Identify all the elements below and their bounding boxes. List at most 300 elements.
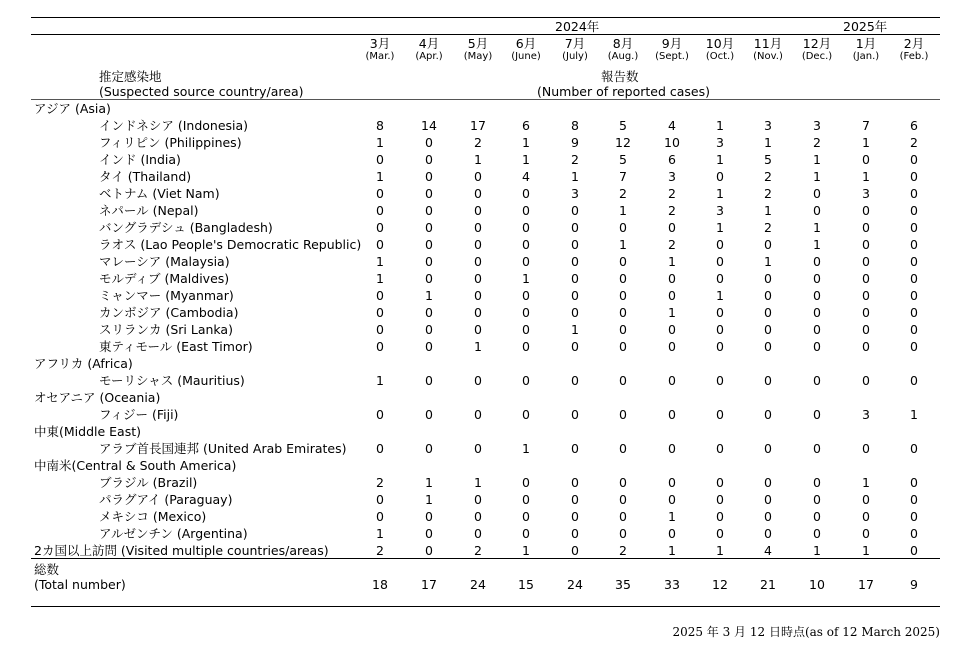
month-header-en: (Oct.): [705, 51, 735, 62]
month-header-jp: 7月: [564, 36, 586, 51]
case-count-cell: 0: [474, 203, 482, 218]
case-count-cell: 0: [716, 407, 724, 422]
country-label: カンボジア (Cambodia): [99, 305, 239, 320]
case-count-cell: 0: [425, 543, 433, 558]
case-count-cell: 8: [571, 118, 579, 133]
case-count-cell: 0: [668, 475, 676, 490]
month-header-en: (May): [463, 51, 493, 62]
country-row: [0, 117, 970, 134]
case-count-cell: 1: [716, 186, 724, 201]
case-count-cell: 0: [474, 509, 482, 524]
country-row: [0, 151, 970, 168]
month-header-jp: 9月: [661, 36, 683, 51]
case-count-cell: 9: [571, 135, 579, 150]
case-count-cell: 0: [474, 254, 482, 269]
case-count-cell: 1: [619, 237, 627, 252]
case-count-cell: 4: [522, 169, 530, 184]
country-label: インドネシア (Indonesia): [99, 118, 249, 133]
case-count-cell: 0: [813, 271, 821, 286]
case-count-cell: 0: [716, 237, 724, 252]
case-count-cell: 14: [421, 118, 437, 133]
case-count-cell: 6: [522, 118, 530, 133]
case-count-cell: 0: [474, 186, 482, 201]
case-count-cell: 0: [619, 220, 627, 235]
region-row: [0, 457, 970, 474]
source-label-jp: 推定感染地: [99, 69, 162, 84]
case-count-cell: 0: [716, 322, 724, 337]
month-header: [744, 36, 792, 63]
case-count-cell: 0: [764, 373, 772, 388]
case-count-cell: 0: [716, 441, 724, 456]
region-row: [0, 423, 970, 440]
case-count-cell: 0: [522, 237, 530, 252]
case-count-cell: 0: [764, 526, 772, 541]
case-count-cell: 0: [813, 305, 821, 320]
case-count-cell: 1: [425, 492, 433, 507]
case-count-cell: 1: [862, 135, 870, 150]
month-header-jp: 11月: [753, 36, 783, 51]
case-count-cell: 0: [425, 186, 433, 201]
case-count-cell: 0: [571, 475, 579, 490]
case-count-cell: 0: [376, 492, 384, 507]
case-count-cell: 1: [376, 271, 384, 286]
case-count-cell: 0: [425, 203, 433, 218]
case-count-cell: 0: [376, 305, 384, 320]
month-header-jp: 2月: [903, 36, 925, 51]
region-label: アジア (Asia): [34, 101, 111, 116]
case-count-cell: 1: [376, 135, 384, 150]
case-count-cell: 0: [474, 492, 482, 507]
case-count-cell: 0: [910, 339, 918, 354]
case-count-cell: 0: [910, 322, 918, 337]
case-count-cell: 0: [571, 305, 579, 320]
month-header-en: (Aug.): [607, 51, 639, 62]
country-row: [0, 321, 970, 338]
case-count-cell: 0: [425, 339, 433, 354]
case-count-cell: 2: [668, 203, 676, 218]
case-count-cell: 0: [376, 288, 384, 303]
case-count-cell: 3: [813, 118, 821, 133]
case-count-cell: 0: [571, 407, 579, 422]
case-count-cell: 0: [619, 441, 627, 456]
case-count-cell: 0: [619, 322, 627, 337]
case-count-cell: 0: [619, 407, 627, 422]
case-count-cell: 0: [619, 509, 627, 524]
total-count-cell: 21: [760, 577, 776, 592]
case-count-cell: 0: [474, 305, 482, 320]
case-count-cell: 0: [425, 271, 433, 286]
case-count-cell: 2: [910, 135, 918, 150]
case-count-cell: 0: [764, 492, 772, 507]
month-header: [502, 36, 550, 63]
case-count-cell: 0: [716, 509, 724, 524]
case-count-cell: 0: [425, 373, 433, 388]
source-label-en: (Suspected source country/area): [99, 84, 304, 99]
case-count-cell: 2: [668, 237, 676, 252]
month-header: [793, 36, 841, 63]
case-count-cell: 0: [813, 322, 821, 337]
month-header-en: (Dec.): [801, 51, 833, 62]
as-of-date-note: 2025 年 3 月 12 日時点(as of 12 March 2025): [672, 625, 940, 639]
case-count-cell: 5: [619, 152, 627, 167]
case-count-cell: 0: [376, 203, 384, 218]
country-row: [0, 338, 970, 355]
case-count-cell: 0: [571, 203, 579, 218]
case-count-cell: 0: [862, 152, 870, 167]
case-count-cell: 0: [376, 339, 384, 354]
case-count-cell: 1: [425, 475, 433, 490]
month-header-en: (July): [562, 51, 588, 62]
case-count-cell: 5: [764, 152, 772, 167]
month-header-en: (Mar.): [365, 51, 395, 62]
case-count-cell: 0: [716, 271, 724, 286]
month-header-en: (Jan.): [852, 51, 880, 62]
case-count-cell: 0: [376, 186, 384, 201]
case-count-cell: 0: [571, 526, 579, 541]
case-count-cell: 1: [571, 322, 579, 337]
month-header-en: (June): [511, 51, 541, 62]
country-label: アラブ首長国連邦 (United Arab Emirates): [99, 441, 347, 456]
case-count-cell: 1: [862, 169, 870, 184]
case-count-cell: 0: [522, 220, 530, 235]
case-count-cell: 0: [910, 220, 918, 235]
case-count-cell: 2: [571, 152, 579, 167]
case-count-cell: 0: [910, 305, 918, 320]
country-row: [0, 508, 970, 525]
case-count-cell: 0: [668, 526, 676, 541]
cases-label-jp: 報告数: [601, 69, 639, 84]
region-row: [0, 389, 970, 406]
case-count-cell: 12: [615, 135, 631, 150]
case-count-cell: 2: [474, 135, 482, 150]
case-count-cell: 0: [425, 135, 433, 150]
country-row: [0, 253, 970, 270]
country-row: [0, 202, 970, 219]
case-count-cell: 0: [813, 186, 821, 201]
case-count-cell: 0: [522, 526, 530, 541]
case-count-cell: 0: [425, 322, 433, 337]
region-label: アフリカ (Africa): [34, 356, 133, 371]
cases-label-en: (Number of reported cases): [537, 84, 710, 99]
case-count-cell: 0: [376, 237, 384, 252]
country-label: 東ティモール (East Timor): [99, 339, 253, 354]
case-count-cell: 1: [716, 220, 724, 235]
region-row: [0, 100, 970, 117]
total-count-cell: 17: [421, 577, 437, 592]
case-count-cell: 0: [474, 271, 482, 286]
case-count-cell: 0: [522, 305, 530, 320]
month-header-jp: 12月: [802, 36, 832, 51]
case-count-cell: 0: [571, 254, 579, 269]
case-count-cell: 0: [522, 322, 530, 337]
total-count-cell: 10: [809, 577, 825, 592]
case-count-cell: 0: [522, 407, 530, 422]
multi-country-row: [0, 542, 970, 559]
case-count-cell: 0: [862, 305, 870, 320]
region-label: 中南米(Central & South America): [34, 458, 237, 473]
case-count-cell: 0: [862, 237, 870, 252]
case-count-cell: 0: [668, 220, 676, 235]
case-count-cell: 0: [910, 509, 918, 524]
case-count-cell: 0: [376, 509, 384, 524]
case-count-cell: 1: [813, 169, 821, 184]
case-count-cell: 0: [862, 509, 870, 524]
case-count-cell: 0: [474, 526, 482, 541]
case-count-cell: 7: [862, 118, 870, 133]
case-count-cell: 0: [862, 220, 870, 235]
case-count-cell: 3: [764, 118, 772, 133]
country-row: [0, 134, 970, 151]
case-count-cell: 1: [862, 475, 870, 490]
case-count-cell: 0: [619, 373, 627, 388]
case-count-cell: 0: [522, 373, 530, 388]
case-count-cell: 0: [522, 509, 530, 524]
case-count-cell: 0: [571, 288, 579, 303]
case-count-cell: 0: [862, 254, 870, 269]
country-label: メキシコ (Mexico): [99, 509, 207, 524]
case-count-cell: 0: [862, 322, 870, 337]
country-label: フィリピン (Philippines): [99, 135, 242, 150]
case-count-cell: 0: [668, 322, 676, 337]
case-count-cell: 3: [571, 186, 579, 201]
case-count-cell: 1: [522, 441, 530, 456]
case-count-cell: 0: [764, 322, 772, 337]
total-rule: [31, 558, 940, 559]
country-label: ブラジル (Brazil): [99, 475, 198, 490]
case-count-cell: 0: [813, 492, 821, 507]
case-count-cell: 0: [619, 492, 627, 507]
country-row: [0, 474, 970, 491]
case-count-cell: 0: [474, 373, 482, 388]
case-count-cell: 0: [668, 339, 676, 354]
case-count-cell: 0: [910, 441, 918, 456]
case-count-cell: 0: [910, 237, 918, 252]
country-label: ネパール (Nepal): [99, 203, 199, 218]
case-count-cell: 0: [764, 407, 772, 422]
case-count-cell: 2: [619, 186, 627, 201]
case-count-cell: 0: [910, 543, 918, 558]
month-header-jp: 1月: [855, 36, 877, 51]
country-row: [0, 270, 970, 287]
month-header: [842, 36, 890, 63]
case-count-cell: 1: [522, 135, 530, 150]
case-count-cell: 0: [910, 254, 918, 269]
total-count-cell: 15: [518, 577, 534, 592]
case-count-cell: 1: [716, 543, 724, 558]
case-count-cell: 0: [862, 288, 870, 303]
month-header-jp: 6月: [515, 36, 537, 51]
case-count-cell: 0: [376, 152, 384, 167]
month-header: [696, 36, 744, 63]
case-count-cell: 0: [571, 492, 579, 507]
case-count-cell: 0: [425, 407, 433, 422]
case-count-cell: 0: [619, 305, 627, 320]
case-count-cell: 0: [910, 288, 918, 303]
country-label: ミャンマー (Myanmar): [99, 288, 234, 303]
case-count-cell: 1: [716, 118, 724, 133]
case-count-cell: 0: [862, 203, 870, 218]
case-count-cell: 0: [862, 373, 870, 388]
case-count-cell: 0: [571, 373, 579, 388]
case-count-cell: 1: [619, 203, 627, 218]
case-count-cell: 7: [619, 169, 627, 184]
case-count-cell: 0: [571, 271, 579, 286]
case-count-cell: 0: [425, 152, 433, 167]
month-header-jp: 3月: [369, 36, 391, 51]
case-count-cell: 0: [619, 526, 627, 541]
case-count-cell: 0: [764, 475, 772, 490]
month-header: [890, 36, 938, 63]
case-count-cell: 0: [571, 237, 579, 252]
bottom-rule: [31, 606, 940, 607]
case-count-cell: 0: [862, 492, 870, 507]
case-count-cell: 0: [716, 339, 724, 354]
case-count-cell: 0: [862, 271, 870, 286]
case-count-cell: 1: [474, 339, 482, 354]
case-count-cell: 0: [619, 288, 627, 303]
case-count-cell: 0: [425, 254, 433, 269]
case-count-cell: 1: [522, 543, 530, 558]
case-count-cell: 1: [813, 152, 821, 167]
month-header: [356, 36, 404, 63]
case-count-cell: 0: [425, 237, 433, 252]
case-count-cell: 0: [474, 322, 482, 337]
country-label: フィジー (Fiji): [99, 407, 179, 422]
case-count-cell: 0: [425, 441, 433, 456]
case-count-cell: 1: [813, 237, 821, 252]
month-header-jp: 8月: [612, 36, 634, 51]
total-count-cell: 18: [372, 577, 388, 592]
case-count-cell: 1: [813, 543, 821, 558]
case-count-cell: 6: [910, 118, 918, 133]
case-count-cell: 0: [571, 441, 579, 456]
case-count-cell: 0: [764, 509, 772, 524]
case-count-cell: 0: [813, 509, 821, 524]
case-count-cell: 0: [910, 152, 918, 167]
case-count-cell: 1: [813, 220, 821, 235]
country-label: ラオス (Lao People's Democratic Republic): [99, 237, 362, 252]
case-count-cell: 1: [716, 152, 724, 167]
country-label: タイ (Thailand): [99, 169, 192, 184]
case-count-cell: 0: [425, 169, 433, 184]
case-count-cell: 2: [764, 169, 772, 184]
case-count-cell: 0: [668, 373, 676, 388]
case-count-cell: 1: [668, 509, 676, 524]
month-header-jp: 10月: [705, 36, 735, 51]
case-count-cell: 0: [716, 305, 724, 320]
case-count-cell: 1: [376, 526, 384, 541]
case-count-cell: 0: [813, 526, 821, 541]
case-count-cell: 1: [376, 169, 384, 184]
case-count-cell: 0: [813, 475, 821, 490]
case-count-cell: 0: [813, 254, 821, 269]
month-header: [648, 36, 696, 63]
case-count-cell: 0: [522, 203, 530, 218]
case-count-cell: 0: [813, 203, 821, 218]
case-count-cell: 1: [376, 373, 384, 388]
case-count-cell: 1: [668, 254, 676, 269]
case-count-cell: 3: [862, 186, 870, 201]
case-count-cell: 0: [571, 509, 579, 524]
country-row: [0, 219, 970, 236]
case-count-cell: 0: [910, 526, 918, 541]
country-row: [0, 491, 970, 508]
case-count-cell: 2: [474, 543, 482, 558]
country-label: アルゼンチン (Argentina): [99, 526, 248, 541]
country-label: モルディブ (Maldives): [99, 271, 230, 286]
case-count-cell: 1: [862, 543, 870, 558]
month-header-en: (Feb.): [899, 51, 929, 62]
case-count-cell: 1: [764, 254, 772, 269]
total-row: [0, 576, 970, 593]
case-count-cell: 0: [571, 543, 579, 558]
case-count-cell: 0: [522, 475, 530, 490]
case-count-cell: 2: [764, 220, 772, 235]
case-count-cell: 1: [376, 254, 384, 269]
case-count-cell: 17: [470, 118, 486, 133]
case-count-cell: 8: [376, 118, 384, 133]
case-count-cell: 0: [425, 509, 433, 524]
month-header-jp: 5月: [467, 36, 489, 51]
country-row: [0, 372, 970, 389]
case-count-cell: 0: [474, 237, 482, 252]
country-label: 2カ国以上訪問 (Visited multiple countries/areas): [34, 543, 329, 558]
case-count-cell: 0: [571, 339, 579, 354]
case-count-cell: 0: [522, 254, 530, 269]
case-count-cell: 0: [425, 305, 433, 320]
case-count-cell: 0: [376, 407, 384, 422]
region-label: オセアニア (Oceania): [34, 390, 161, 405]
case-count-cell: 0: [910, 169, 918, 184]
case-count-cell: 3: [716, 135, 724, 150]
case-count-cell: 0: [716, 526, 724, 541]
country-row: [0, 236, 970, 253]
country-label: インド (India): [99, 152, 181, 167]
case-count-cell: 5: [619, 118, 627, 133]
month-header-en: (Apr.): [415, 51, 443, 62]
country-row: [0, 525, 970, 542]
case-count-cell: 4: [668, 118, 676, 133]
case-count-cell: 0: [716, 373, 724, 388]
case-count-cell: 4: [764, 543, 772, 558]
case-count-cell: 1: [716, 288, 724, 303]
case-count-cell: 0: [910, 271, 918, 286]
country-label: バングラデシュ (Bangladesh): [99, 220, 273, 235]
case-count-cell: 1: [668, 543, 676, 558]
top-rule: [31, 17, 940, 18]
case-count-cell: 3: [862, 407, 870, 422]
month-header: [551, 36, 599, 63]
total-count-cell: 35: [615, 577, 631, 592]
case-count-cell: 2: [764, 186, 772, 201]
case-count-cell: 3: [716, 203, 724, 218]
case-count-cell: 0: [764, 441, 772, 456]
case-count-cell: 0: [522, 339, 530, 354]
case-count-cell: 2: [619, 543, 627, 558]
month-header: [599, 36, 647, 63]
case-count-cell: 1: [522, 152, 530, 167]
total-count-cell: 24: [470, 577, 486, 592]
case-count-cell: 1: [571, 169, 579, 184]
case-count-cell: 1: [474, 475, 482, 490]
case-count-cell: 2: [668, 186, 676, 201]
country-label: スリランカ (Sri Lanka): [99, 322, 233, 337]
total-count-cell: 9: [910, 577, 918, 592]
country-row: [0, 440, 970, 457]
month-header-en: (Nov.): [753, 51, 783, 62]
case-count-cell: 0: [474, 220, 482, 235]
case-count-cell: 0: [425, 526, 433, 541]
